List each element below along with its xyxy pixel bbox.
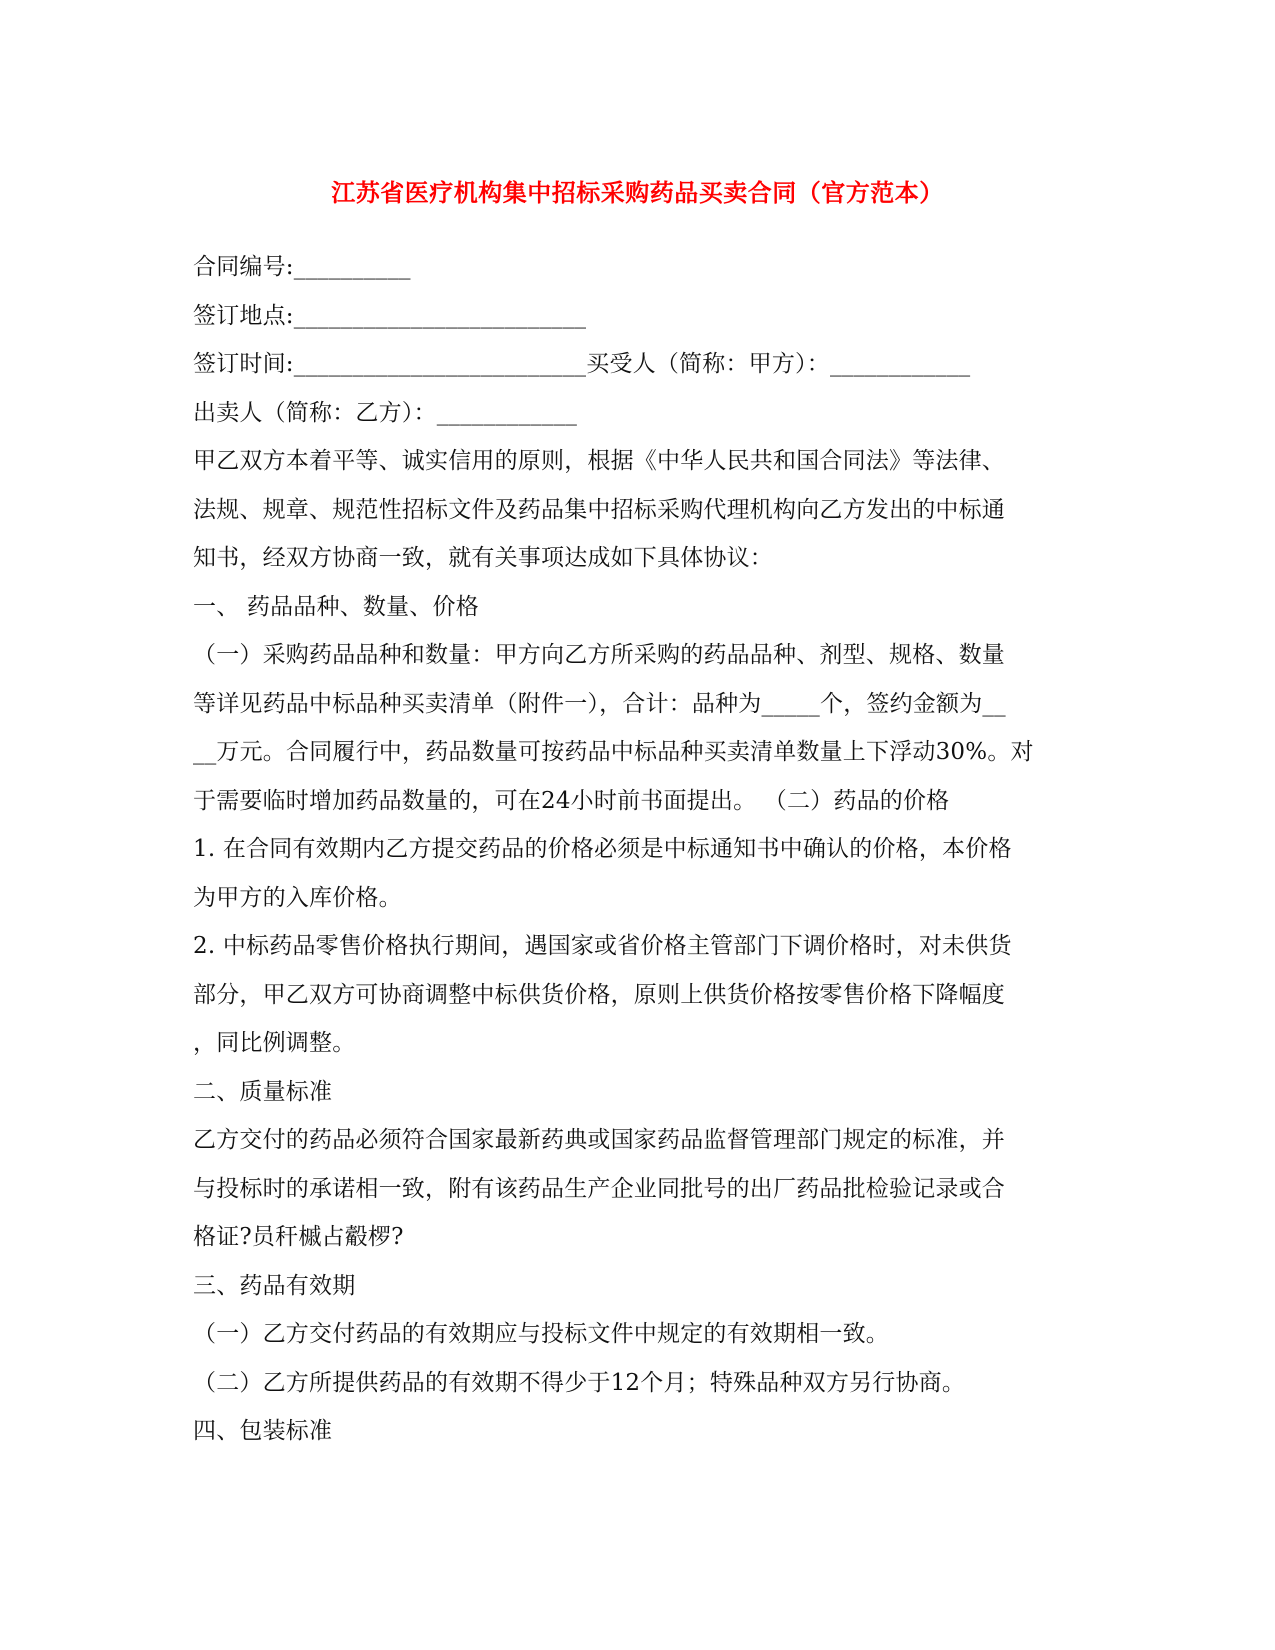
paragraph-line: （二）乙方所提供药品的有效期不得少于12个月；特殊品种双方另行协商。 [193,1369,966,1396]
signing-place-line: 签订地点:_________________________ [193,302,587,329]
paragraph-line: 部分，甲乙双方可协商调整中标供货价格，原则上供货价格按零售价格下降幅度 [193,981,1005,1008]
paragraph-line: （一）乙方交付药品的有效期应与投标文件中规定的有效期相一致。 [193,1321,889,1347]
paragraph-line: 与投标时的承诺相一致，附有该药品生产企业同批号的出厂药品批检验记录或合 [193,1175,1005,1202]
paragraph-line: 2. 中标药品零售价格执行期间，遇国家或省价格主管部门下调价格时，对未供货 [193,933,1012,959]
document-title: 江苏省医疗机构集中招标采购药品买卖合同（官方范本） [331,178,944,207]
paragraph-line: 1. 在合同有效期内乙方提交药品的价格必须是中标通知书中确认的价格，本价格 [193,836,1012,862]
paragraph-line: 等详见药品中标品种买卖清单（附件一），合计：品种为_____个，签约金额为__ [193,690,1006,717]
paragraph-line: 乙方交付的药品必须符合国家最新药典或国家药品监督管理部门规定的标准，并 [193,1127,1005,1153]
section-heading: 一、 药品品种、数量、价格 [193,593,479,620]
paragraph-line: 格证?员秆槭占觳椤? [193,1224,404,1250]
section-heading: 二、质量标准 [193,1078,333,1105]
paragraph-line: ，同比例调整。 [193,1030,356,1056]
paragraph-line: （一）采购药品品种和数量：甲方向乙方所采购的药品品种、剂型、规格、数量 [193,642,1005,668]
document-body [193,243,1083,1456]
section-heading: 四、包装标准 [193,1418,333,1444]
paragraph-line: 于需要临时增加药品数量的，可在24小时前书面提出。 （二）药品的价格 [193,787,950,814]
paragraph-line: 甲乙双方本着平等、诚实信用的原则，根据《中华人民共和国合同法》等法律、 [193,448,1005,474]
contract-number-line: 合同编号:__________ [193,254,411,280]
paragraph-line: 为甲方的入库价格。 [193,884,402,911]
seller-line: 出卖人（简称：乙方）：____________ [193,399,578,426]
paragraph-line: 知书，经双方协商一致，就有关事项达成如下具体协议： [193,545,773,571]
paragraph-line: __万元。合同履行中，药品数量可按药品中标品种买卖清单数量上下浮动30%。对 [193,739,1034,765]
section-heading: 三、药品有效期 [193,1272,356,1299]
paragraph-line: 法规、规章、规范性招标文件及药品集中招标采购代理机构向乙方发出的中标通 [193,496,1005,523]
signing-time-buyer-line: 签订时间:_________________________买受人（简称：甲方）：____________ [193,351,971,377]
